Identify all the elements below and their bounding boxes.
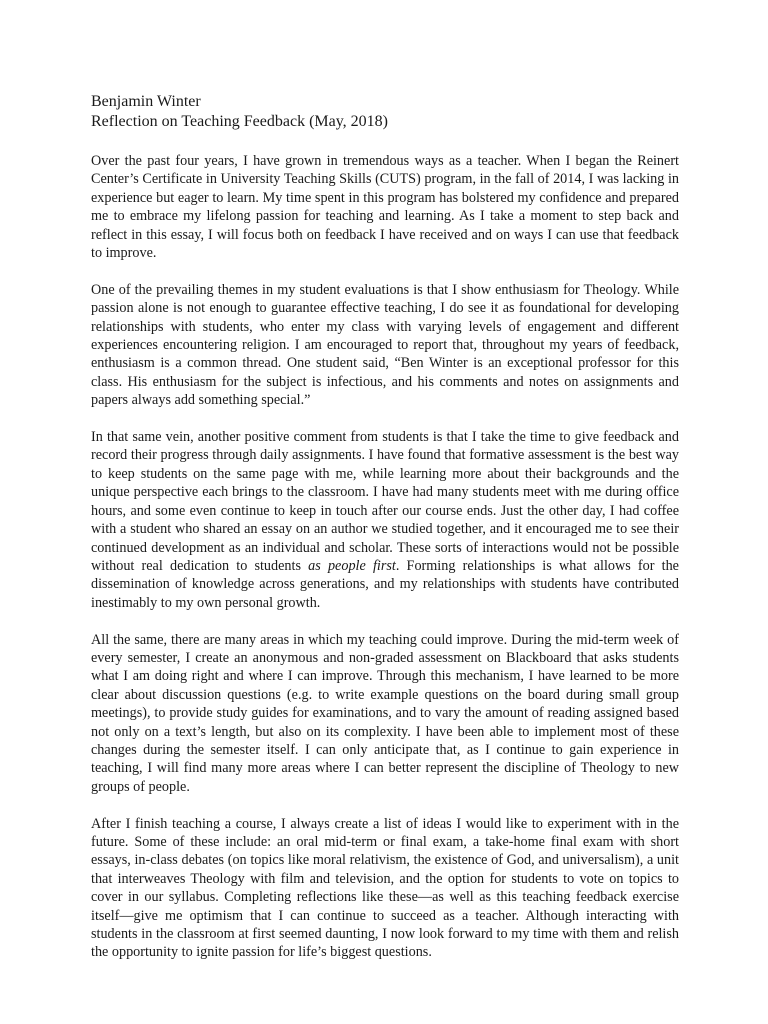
document-page <box>91 92 679 980</box>
paragraph-3-text-after: . Forming relationships is what allows for the dissemination of knowledge across generations, and my relationships with students have contributed inestimably to my own personal growth. <box>91 557 679 611</box>
paragraph-3 <box>91 428 679 612</box>
author-name: Benjamin Winter <box>91 93 201 110</box>
paragraph-3-text-before: In that same vein, another positive comment from students is that I take the time to give feedback and record their progress through daily assignments. I have found that formative assessment is the best way to keep students on the same page with me, while learning more about their backgrounds and the unique perspective each brings to the classroom. I have had many students meet with me during office hours, and some even continue to keep in touch after our course ends. Just the other day, I had coffee with a student who shared an essay on an author we studied together, and it encouraged me to see their continued development as an individual and scholar. These sorts of interactions would not be possible without real dedication to students <box>91 429 679 574</box>
paragraph-1: Over the past four years, I have grown in tremendous ways as a teacher. When I began the Reinert Center’s Certificate in University Teaching Skills (CUTS) program, in the fall of 2014, I was lacking in experience but eager to learn. My time spent in this program has bolstered my confidence and prepared me to embrace my lifelong passion for teaching and learning. As I take a moment to step back and reflect in this essay, I will focus both on feedback I have received and on ways I can use that feedback to improve. <box>91 153 679 262</box>
document-title: Reflection on Teaching Feedback (May, 2018) <box>91 113 389 130</box>
paragraph-2: One of the prevailing themes in my student evaluations is that I show enthusiasm for Theology. While passion alone is not enough to guarantee effective teaching, I do see it as foundational for developing relationships with students, who enter my class with varying levels of engagement and different experiences encountering religion. I am encouraged to report that, throughout my years of feedback, enthusiasm is a common thread. One student said, “Ben Winter is an exceptional professor for this class. His enthusiasm for the subject is infectious, and his comments and notes on assignments and papers always add something special.” <box>91 281 679 409</box>
paragraph-4: All the same, there are many areas in which my teaching could improve. During the mid-term week of every semester, I create an anonymous and non-graded assessment on Blackboard that asks students what I am doing right and where I can improve. Through this mechanism, I have learned to be more clear about discussion questions (e.g. to write example questions on the board during small group meetings), to provide study guides for examinations, and to vary the amount of reading assigned based not only on a text’s length, but also on its complexity. I have been able to implement most of these changes during the semester itself. I can only anticipate that, as I continue to gain experience in teaching, I will find many more areas where I can better represent the discipline of Theology to new groups of people. <box>91 631 679 795</box>
paragraph-5: After I finish teaching a course, I always create a list of ideas I would like to experiment with in the future. Some of these include: an oral mid-term or final exam, a take-home final exam with short essays, in-class debates (on topics like moral relativism, the existence of God, and universalism), a unit that interweaves Theology with film and television, and the option for students to vote on topics to cover in our syllabus. Completing reflections like these—as well as this teaching feedback exercise itself—give me optimism that I can continue to succeed as a teacher. Although interacting with students in the classroom at first seemed daunting, I now look forward to my time with them and relish the opportunity to ignite passion for life’s biggest questions. <box>91 815 679 961</box>
document-header <box>91 92 679 132</box>
paragraph-3-emphasis: as people first <box>308 557 396 574</box>
